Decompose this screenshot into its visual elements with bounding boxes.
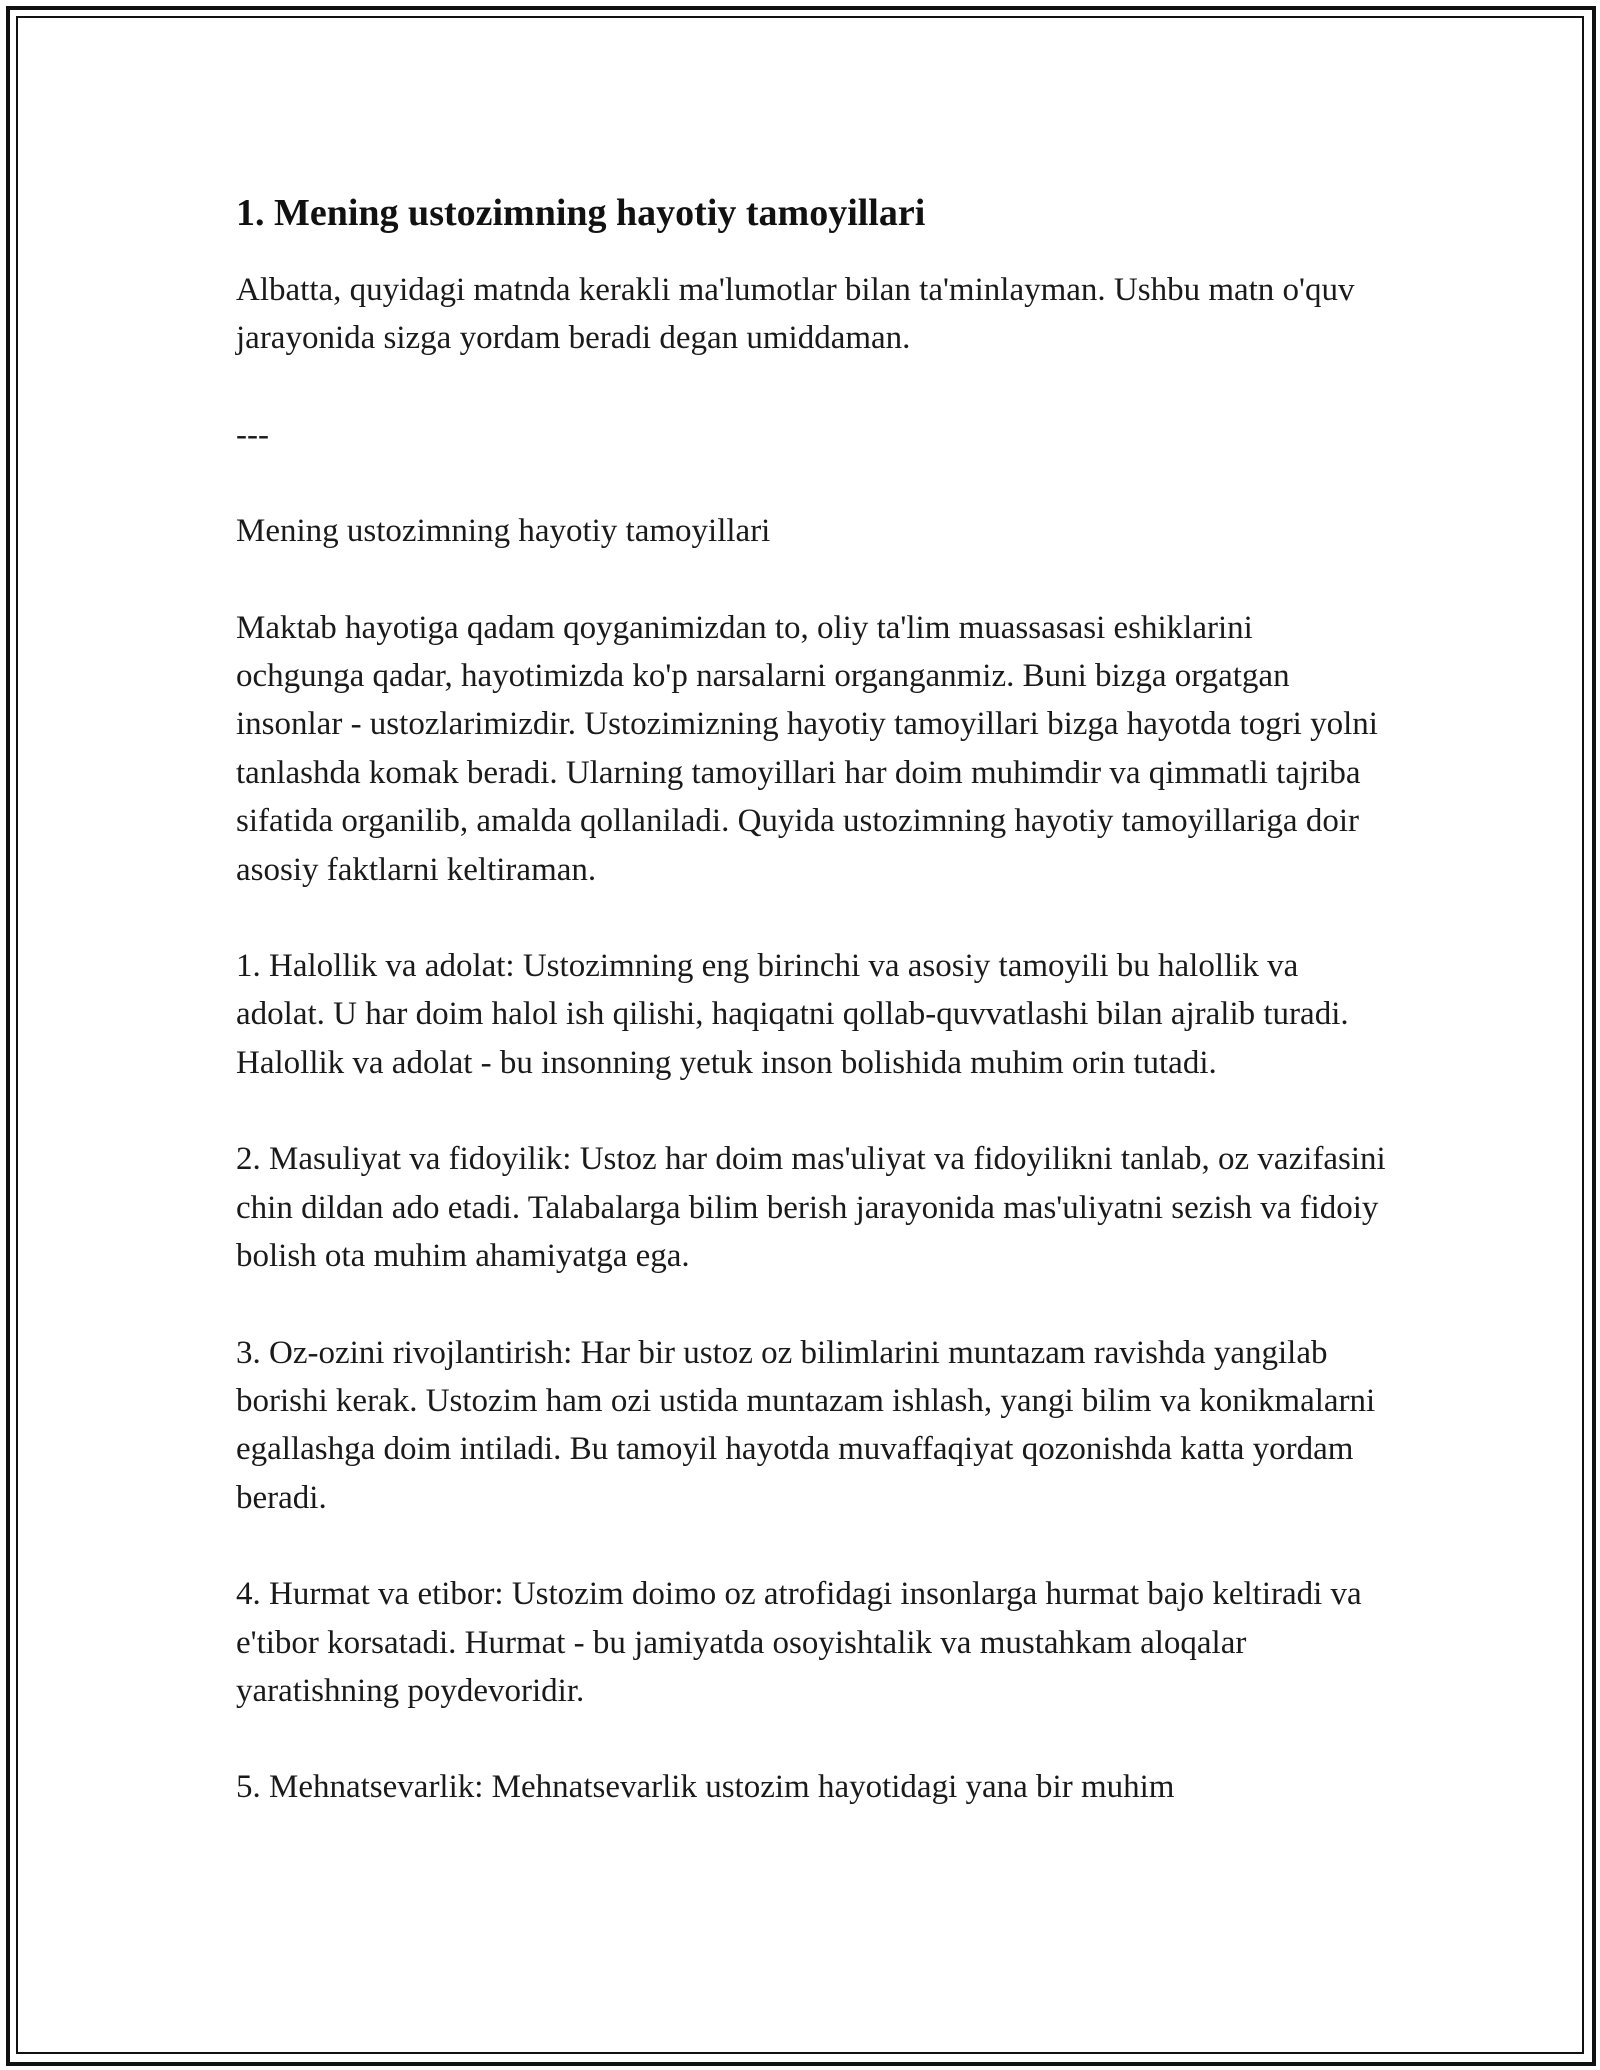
principle-item-2: 2. Masuliyat va fidoyilik: Ustoz har doim mas'uliyat va fidoyilikni tanlab, oz vazifasini chin dildan ado etadi. Talabalarga bilim berish jarayonida mas'uliyatni sezish va fidoiy bolish ota muhim ahamiyatga ega. <box>236 1141 1386 1275</box>
separator-line: --- <box>236 416 269 453</box>
principle-item-4: 4. Hurmat va etibor: Ustozim doimo oz atrofidagi insonlarga hurmat bajo keltiradi va e'tibor korsatadi. Hurmat - bu jamiyatda osoyishtalik va mustahkam aloqalar yaratishning poydevoridir. <box>236 1576 1362 1709</box>
principle-item-3: 3. Oz-ozini rivojlantirish: Har bir ustoz oz bilimlarini muntazam ravishda yangilab borishi kerak. Ustozim ham ozi ustida muntazam ishlash, yangi bilim va konikmalarni egallashga doim intiladi. Bu tamoyil hayotda muvaffaqiyat qozonishda katta yordam beradi. <box>236 1334 1376 1516</box>
body-paragraph: Maktab hayotiga qadam qoyganimizdan to, oliy ta'lim muassasasi eshiklarini ochgunga qadar, hayotimizda ko'p narsalarni organganmiz. Buni bizga orgatgan insonlar - ustozlarimizdir. Ustozimizning hayotiy tamoyillari bizga hayotda togri yolni tanlashda komak beradi. Ularning tamoyillari har doim muhimdir va qimmatli tajriba sifatida organilib, amalda qollaniladi. Quyida ustozimning hayotiy tamoyillariga doir asosiy faktlarni keltiraman. <box>236 609 1378 888</box>
principle-item-5: 5. Mehnatsevarlik: Mehnatsevarlik ustozim hayotidagi yana bir muhim <box>236 1769 1175 1806</box>
intro-paragraph: Albatta, quyidagi matnda kerakli ma'lumotlar bilan ta'minlayman. Ushbu matn o'quv jarayonida sizga yordam beradi degan umiddaman. <box>236 272 1355 357</box>
document-body <box>236 186 1386 1860</box>
document-title: 1. Mening ustozimning hayotiy tamoyillari <box>236 192 926 234</box>
section-heading: Mening ustozimning hayotiy tamoyillari <box>236 513 771 550</box>
principle-item-1: 1. Halollik va adolat: Ustozimning eng birinchi va asosiy tamoyili bu halollik va adolat. U har doim halol ish qilishi, haqiqatni qollab-quvvatlashi bilan ajralib turadi. Halollik va adolat - bu insonning yetuk inson bolishida muhim orin tutadi. <box>236 948 1349 1081</box>
